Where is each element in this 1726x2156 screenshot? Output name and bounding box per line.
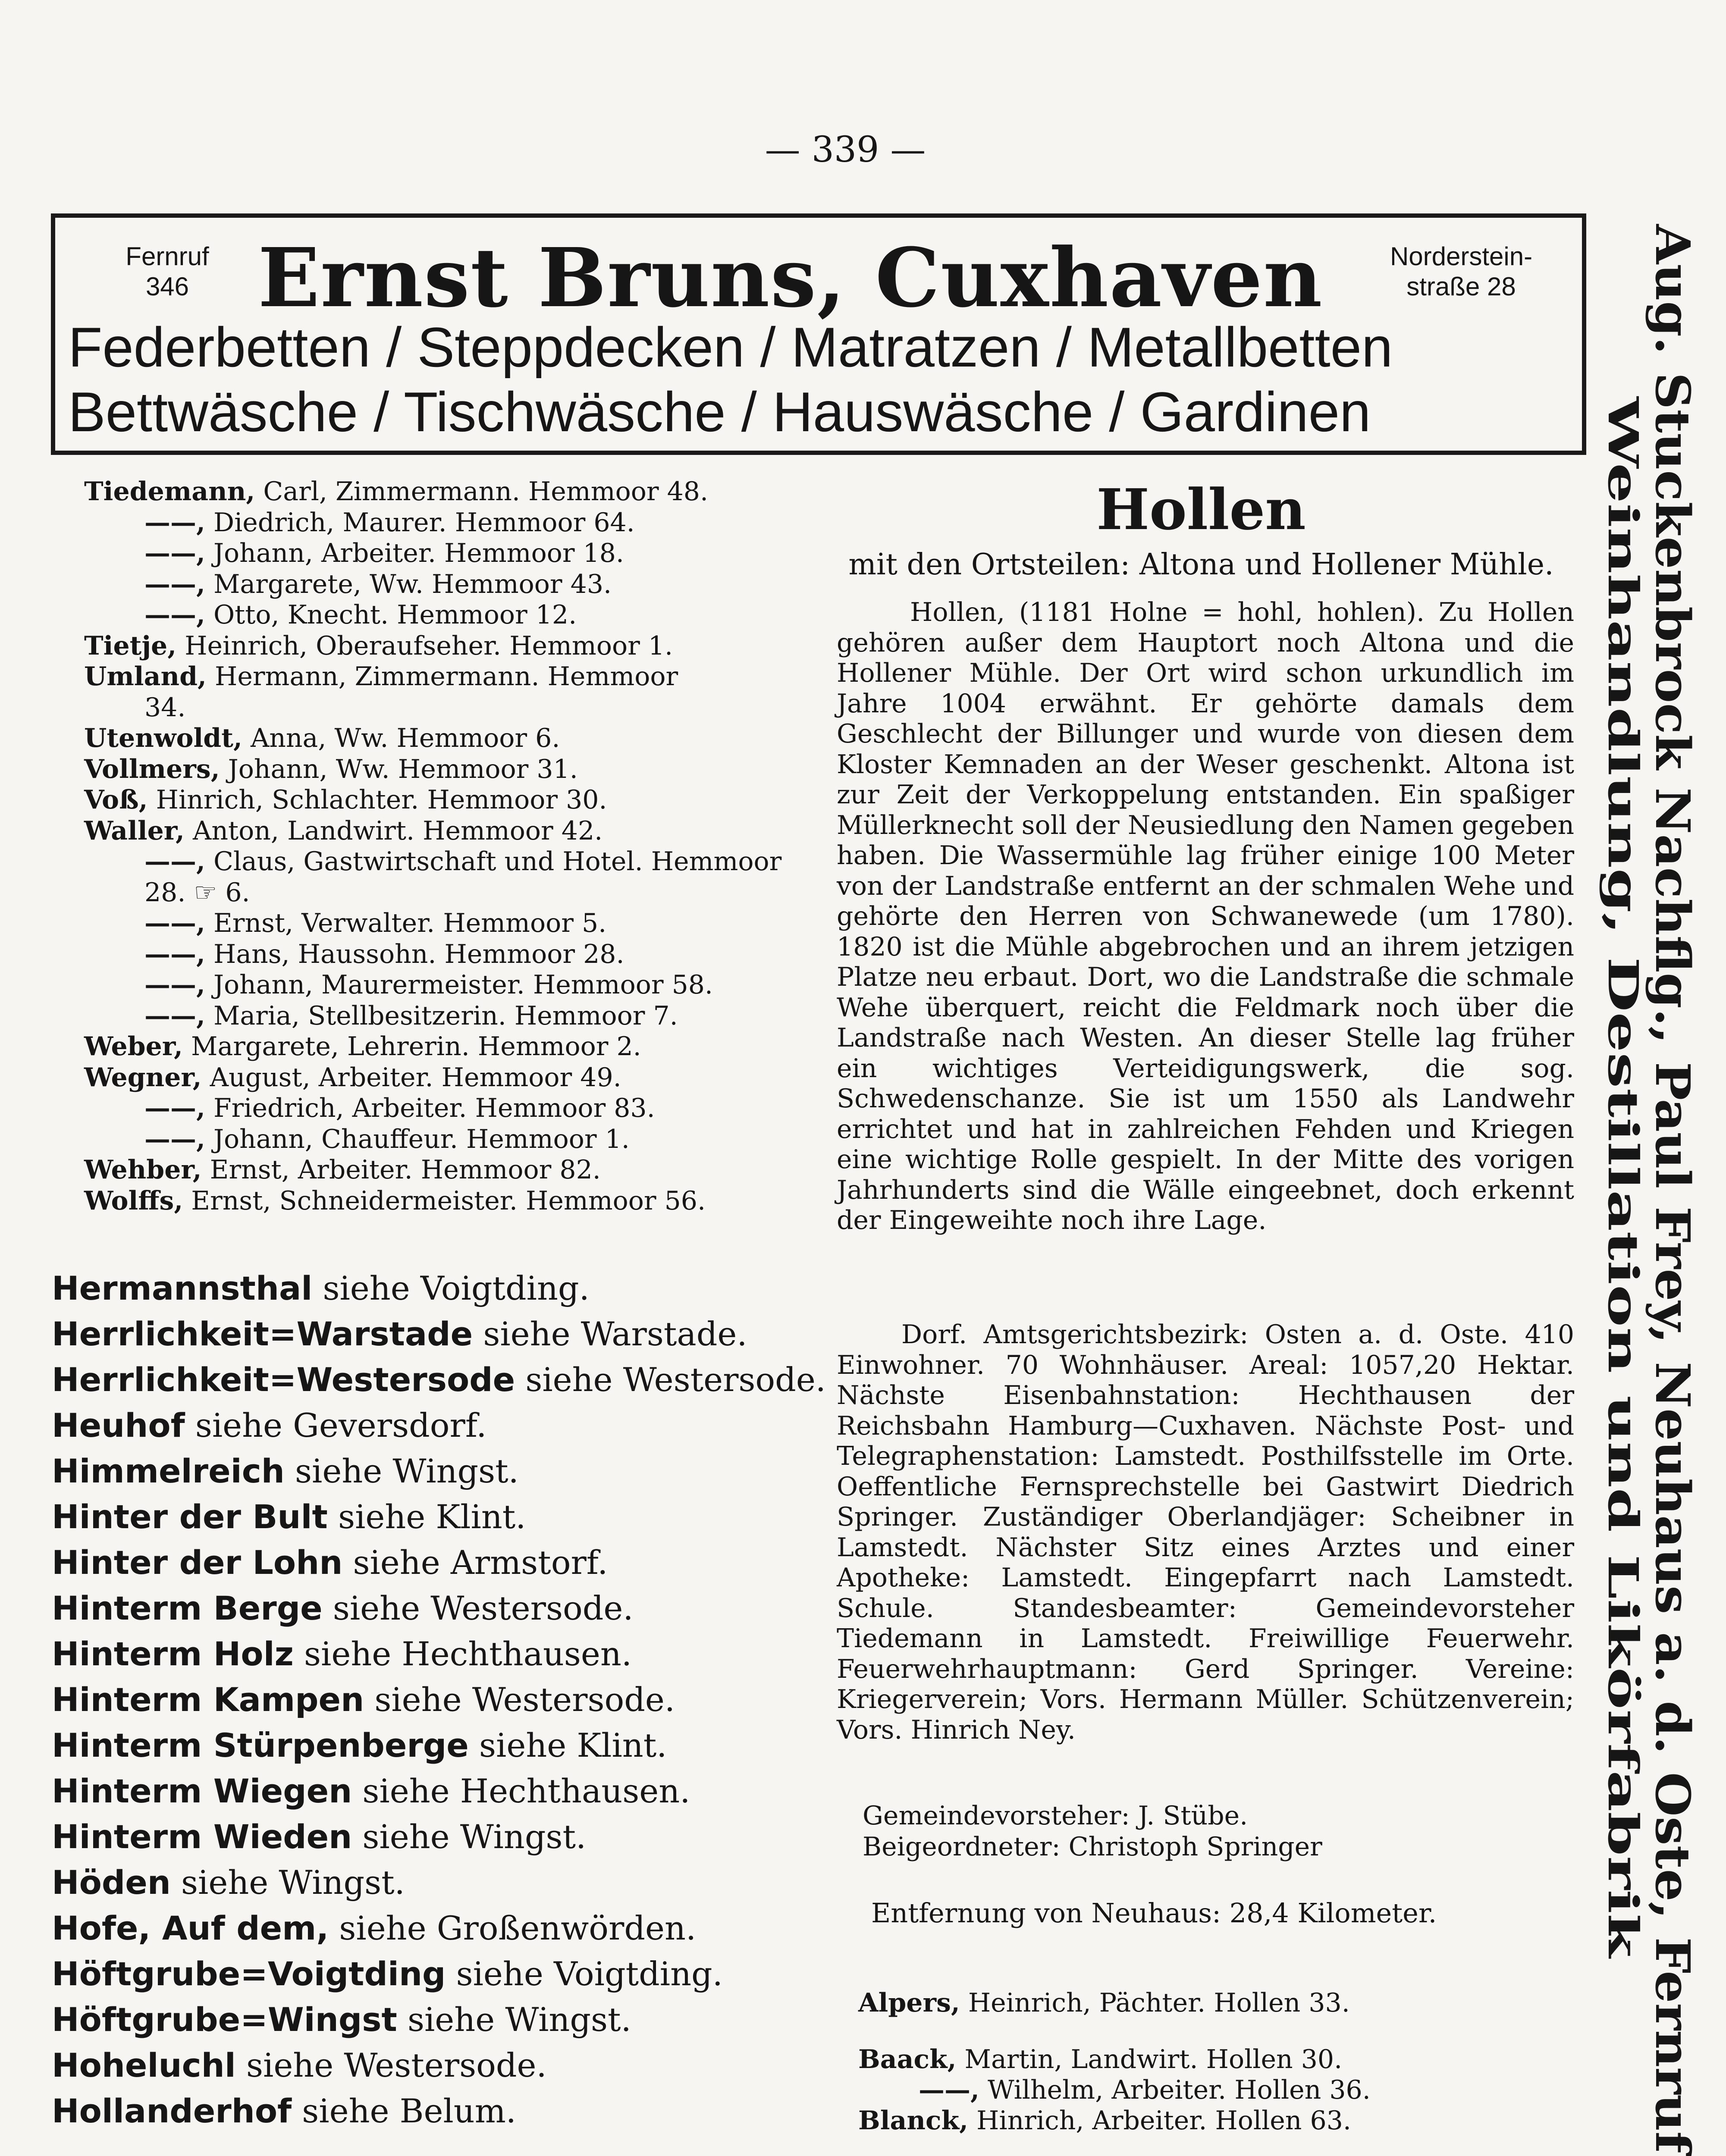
entry-surname: ——, bbox=[144, 939, 205, 969]
directory-entry bbox=[84, 754, 791, 785]
crossref-entry bbox=[52, 1357, 826, 1403]
ad-address-line: Norderstein- bbox=[1390, 242, 1533, 271]
directory-entry bbox=[84, 785, 791, 816]
entry-details: 28. ☞ 6. bbox=[144, 877, 250, 908]
entry-surname: ——, bbox=[144, 846, 205, 877]
ad-address-line: straße 28 bbox=[1406, 272, 1516, 301]
entry-surname: ——, bbox=[144, 908, 205, 938]
entry-details: Ernst, Schneidermeister. Hemmoor 56. bbox=[191, 1185, 706, 1216]
entry-details: Carl, Zimmermann. Hemmoor 48. bbox=[263, 476, 709, 507]
crossref-entry bbox=[52, 1540, 794, 1586]
list-gap bbox=[858, 2018, 1570, 2044]
entry-surname: Umland, bbox=[84, 661, 207, 692]
entry-surname: ——, bbox=[144, 1093, 205, 1123]
ad-company-name: Ernst Bruns, Cuxhaven bbox=[258, 230, 1323, 326]
crossref-target: siehe Westersode. bbox=[374, 1680, 675, 1719]
resident-list-hollen bbox=[858, 1988, 1570, 2136]
entry-surname: Wegner, bbox=[84, 1062, 202, 1093]
entry-details: Otto, Knecht. Hemmoor 12. bbox=[213, 600, 577, 630]
crossref-place: Hinterm Holz bbox=[52, 1635, 294, 1673]
section-subtitle: mit den Ortsteilen: Altona und Hollener Mühle. bbox=[848, 548, 1554, 582]
crossref-entry bbox=[52, 1768, 794, 1814]
crossref-target: siehe Armstorf. bbox=[353, 1543, 608, 1582]
crossref-entry bbox=[52, 1448, 794, 1494]
crossref-place: Hinterm Berge bbox=[52, 1589, 323, 1627]
crossref-target: siehe Wingst. bbox=[181, 1863, 405, 1902]
crossref-entry bbox=[52, 1860, 794, 1905]
advertisement-bruns bbox=[51, 213, 1586, 455]
entry-surname: Baack, bbox=[858, 2044, 957, 2075]
crossref-place: Hoheluchl bbox=[52, 2046, 236, 2084]
crossref-place: Hinter der Lohn bbox=[52, 1543, 343, 1582]
officials bbox=[863, 1800, 1553, 1862]
crossref-place: Hermannsthal bbox=[52, 1269, 313, 1307]
crossref-place: Herrlichkeit=Westersode bbox=[52, 1360, 515, 1399]
entry-details: Heinrich, Oberaufseher. Hemmoor 1. bbox=[185, 630, 673, 661]
entry-details: Johann, Arbeiter. Hemmoor 18. bbox=[213, 538, 624, 568]
entry-details: Johann, Chauffeur. Hemmoor 1. bbox=[213, 1124, 630, 1154]
ad-vertical-line1: Aug. Stuckenbrock Nachflg., Paul Frey, Neuhaus a. d. Oste, Fernruf 37 bbox=[1645, 224, 1701, 2097]
entry-details: Anton, Landwirt. Hemmoor 42. bbox=[193, 815, 603, 846]
ad-vertical-line2: Weinhandlung, Destillation und Likörfabrik bbox=[1599, 397, 1648, 1414]
entry-details: Hinrich, Arbeiter. Hollen 63. bbox=[976, 2106, 1351, 2136]
directory-entry bbox=[858, 2075, 1570, 2106]
directory-entry bbox=[84, 723, 791, 754]
directory-entry bbox=[84, 1155, 791, 1186]
directory-entry bbox=[84, 816, 791, 847]
directory-entry bbox=[84, 1093, 791, 1124]
crossref-entry bbox=[52, 1311, 794, 1357]
directory-entry bbox=[84, 939, 791, 970]
crossref-place: Hollanderhof bbox=[52, 2092, 292, 2130]
crossref-place: Hinterm Wiegen bbox=[52, 1772, 352, 1810]
directory-entry bbox=[858, 1988, 1570, 2018]
crossref-entry bbox=[52, 1997, 794, 2043]
directory-entry bbox=[858, 2106, 1570, 2136]
crossref-place: Hinterm Wieden bbox=[52, 1818, 352, 1856]
directory-entry bbox=[84, 661, 791, 693]
crossref-target: siehe Geversdorf. bbox=[195, 1406, 487, 1445]
directory-entry bbox=[84, 877, 791, 909]
crossref-target: siehe Klint. bbox=[338, 1498, 526, 1536]
crossref-target: siehe Voigtding. bbox=[323, 1269, 590, 1307]
entry-surname: ——, bbox=[144, 600, 205, 630]
crossref-target: siehe Westersode. bbox=[525, 1360, 826, 1399]
crossref-target: siehe Großenwörden. bbox=[339, 1909, 697, 1947]
crossref-place: Hinterm Stürpenberge bbox=[52, 1726, 469, 1764]
crossref-entry bbox=[52, 1905, 794, 1951]
entry-details: Claus, Gastwirtschaft und Hotel. Hemmoor bbox=[213, 846, 782, 877]
entry-surname: ——, bbox=[919, 2075, 979, 2105]
crossref-target: siehe Belum. bbox=[302, 2092, 516, 2130]
ad-address bbox=[1366, 241, 1556, 302]
crossref-entry bbox=[52, 1266, 794, 1311]
entry-surname: Alpers, bbox=[858, 1988, 960, 2018]
entry-details: Heinrich, Pächter. Hollen 33. bbox=[968, 1988, 1350, 2018]
entry-details: Anna, Ww. Hemmoor 6. bbox=[250, 723, 560, 753]
entry-surname: Wolffs, bbox=[84, 1185, 183, 1216]
crossref-entry bbox=[52, 1723, 794, 1768]
crossref-entry bbox=[52, 1494, 794, 1540]
crossref-entry bbox=[52, 1814, 794, 1860]
ad-phone-number: 346 bbox=[145, 272, 189, 301]
crossref-target: siehe Wingst. bbox=[295, 1452, 519, 1490]
directory-entry bbox=[84, 538, 791, 569]
directory-entry bbox=[84, 693, 791, 724]
entry-surname: ——, bbox=[144, 1124, 205, 1154]
crossref-place: Höftgrube=Wingst bbox=[52, 2000, 397, 2039]
page-number: — 339 — bbox=[765, 129, 926, 170]
directory-entry bbox=[84, 476, 791, 508]
entry-details: Hinrich, Schlachter. Hemmoor 30. bbox=[156, 785, 607, 815]
entry-details: Maria, Stellbesitzerin. Hemmoor 7. bbox=[213, 1000, 678, 1031]
crossref-target: siehe Hechthausen. bbox=[362, 1772, 690, 1810]
entry-surname: Vollmers, bbox=[84, 754, 220, 784]
ad-products-line: Federbetten / Steppdecken / Matratzen / Metallbetten bbox=[68, 316, 1393, 379]
crossref-place: Höden bbox=[52, 1863, 171, 1902]
history-paragraph: Hollen, (1181 Holne = hohl, hohlen). Zu Hollen gehören außer dem Hauptort noch Altona und die Hollener Mühle. Der Ort wird schon urkundlich im Jahre 1004 erwähnt. Er gehörte damals dem Geschlecht der Billunger und wurde von diesen dem Kloster Kemnaden an der Weser geschenkt. Altona ist zur Zeit der Verkoppelung entstanden. Ein spaßiger Müllerknecht soll der Neusiedlung den Namen gegeben haben. Die Wassermühle lag früher einige 100 Meter von der Landstraße entfernt an der schmalen Wehe und gehörte den Herren von Schwanewede (um 1780). 1820 ist die Mühle abgebrochen und an ihrem jetzigen Platze neu erbaut. Dort, wo die Landstraße die schmale Wehe überquert, reicht die Feldmark noch über die Landstraße nach Westen. An dieser Stelle lag früher ein wichtiges Verteidigungswerk, die sog. Schwedenschanze. Sie ist um 1550 als Landwehr errichtet und hat in zahlreichen Fehden und Kriegen eine wichtige Rolle gespielt. In der Mitte des vorigen Jahrhunderts sind die Wälle eingeebnet, doch erkennt der Eingeweihte noch ihre Lage. bbox=[837, 597, 1574, 1235]
crossref-place: Heuhof bbox=[52, 1406, 185, 1445]
entry-surname: Voß, bbox=[84, 785, 148, 815]
crossref-entry bbox=[52, 1677, 794, 1723]
crossref-entry bbox=[52, 1586, 794, 1631]
official-line: Gemeindevorsteher: J. Stübe. bbox=[863, 1801, 1248, 1831]
crossref-target: siehe Klint. bbox=[479, 1726, 667, 1764]
crossref-target: siehe Westersode. bbox=[333, 1589, 634, 1627]
entry-details: Diedrich, Maurer. Hemmoor 64. bbox=[213, 507, 635, 538]
place-crossref-list bbox=[52, 1266, 826, 2134]
entry-surname: Tiedemann, bbox=[84, 476, 255, 507]
directory-entry bbox=[84, 1031, 791, 1062]
resident-list-hemmoor bbox=[84, 476, 791, 1216]
directory-entry bbox=[84, 569, 791, 600]
directory-entry bbox=[858, 2044, 1570, 2075]
entry-details: Margarete, Ww. Hemmoor 43. bbox=[213, 569, 612, 599]
crossref-target: siehe Hechthausen. bbox=[304, 1635, 632, 1673]
facts-paragraph: Dorf. Amtsgerichtsbezirk: Osten a. d. Oste. 410 Einwohner. 70 Wohnhäuser. Areal: 1057,20 Hektar. Nächste Eisenbahnstation: Hechthausen der Reichsbahn Hamburg—Cuxhaven. Nächste Post- und Telegraphenstation: Lamstedt. Posthilfsstelle im Orte. Oeffentliche Fernsprechstelle bei Gastwirt Diedrich Springer. Zuständiger Oberlandjäger: Scheibner in Lamstedt. Nächster Sitz eines Arztes und einer Apotheke: Lamstedt. Eingepfarrt nach Lamstedt. Schule. Standesbeamter: Gemeindevorsteher Tiedemann in Lamstedt. Freiwillige Feuerwehr. Feuerwehrhauptmann: Gerd Springer. Vereine: Kriegerverein; Vors. Hermann Müller. Schützenverein; Vors. Hinrich Ney. bbox=[837, 1319, 1574, 1745]
official-line: Beigeordneter: Christoph Springer bbox=[863, 1832, 1322, 1862]
crossref-place: Herrlichkeit=Warstade bbox=[52, 1315, 473, 1353]
entry-surname: ——, bbox=[144, 1000, 205, 1031]
crossref-target: siehe Warstade. bbox=[483, 1315, 747, 1353]
directory-entry bbox=[84, 1062, 791, 1094]
crossref-entry bbox=[52, 1951, 794, 1997]
entry-details: Martin, Landwirt. Hollen 30. bbox=[964, 2044, 1343, 2075]
crossref-target: siehe Wingst. bbox=[362, 1818, 587, 1856]
ad-phone bbox=[111, 241, 223, 302]
entry-details: Margarete, Lehrerin. Hemmoor 2. bbox=[191, 1031, 641, 1062]
directory-entry bbox=[84, 508, 791, 539]
entry-details: Johann, Ww. Hemmoor 31. bbox=[228, 754, 578, 784]
crossref-entry bbox=[52, 1631, 794, 1677]
entry-surname: ——, bbox=[144, 507, 205, 538]
directory-entry bbox=[84, 1186, 791, 1217]
directory-entry bbox=[84, 1001, 791, 1032]
entry-details: Hans, Haussohn. Hemmoor 28. bbox=[213, 939, 624, 969]
entry-surname: Blanck, bbox=[858, 2106, 968, 2136]
entry-details: Ernst, Arbeiter. Hemmoor 82. bbox=[210, 1155, 601, 1185]
entry-surname: Tietje, bbox=[84, 630, 177, 661]
directory-entry bbox=[84, 970, 791, 1001]
crossref-target: siehe Wingst. bbox=[407, 2000, 631, 2039]
entry-surname: ——, bbox=[144, 538, 205, 568]
entry-surname: ——, bbox=[144, 569, 205, 599]
entry-surname: ——, bbox=[144, 970, 205, 1000]
entry-details: Ernst, Verwalter. Hemmoor 5. bbox=[213, 908, 607, 938]
entry-details: Hermann, Zimmermann. Hemmoor bbox=[215, 661, 678, 692]
advertisement-stuckenbrock bbox=[1591, 216, 1721, 2156]
entry-surname: Waller, bbox=[84, 815, 185, 846]
crossref-place: Höftgrube=Voigtding bbox=[52, 1955, 446, 1993]
entry-surname: Weber, bbox=[84, 1031, 183, 1062]
directory-entry bbox=[84, 631, 791, 662]
crossref-entry bbox=[52, 1403, 794, 1448]
crossref-place: Hinterm Kampen bbox=[52, 1680, 364, 1719]
crossref-entry bbox=[52, 2043, 794, 2088]
crossref-place: Hinter der Bult bbox=[52, 1498, 328, 1536]
ad-phone-label: Fernruf bbox=[126, 242, 209, 271]
directory-entry bbox=[84, 600, 791, 631]
crossref-target: siehe Westersode. bbox=[246, 2046, 547, 2084]
entry-details: Friedrich, Arbeiter. Hemmoor 83. bbox=[213, 1093, 655, 1123]
entry-details: Wilhelm, Arbeiter. Hollen 36. bbox=[987, 2075, 1371, 2105]
crossref-entry bbox=[52, 2088, 794, 2134]
directory-entry bbox=[84, 1124, 791, 1155]
entry-details: 34. bbox=[144, 692, 186, 723]
entry-surname: Wehber, bbox=[84, 1155, 202, 1185]
crossref-place: Himmelreich bbox=[52, 1452, 285, 1490]
entry-surname: Utenwoldt, bbox=[84, 723, 242, 753]
entry-details: August, Arbeiter. Hemmoor 49. bbox=[210, 1062, 621, 1093]
entry-details: Johann, Maurermeister. Hemmoor 58. bbox=[213, 970, 713, 1000]
section-title: Hollen bbox=[1096, 476, 1306, 542]
distance-line: Entfernung von Neuhaus: 28,4 Kilometer. bbox=[871, 1897, 1437, 1929]
ad-products-line: Bettwäsche / Tischwäsche / Hauswäsche / Gardinen bbox=[68, 380, 1371, 443]
crossref-target: siehe Voigtding. bbox=[456, 1955, 723, 1993]
directory-entry bbox=[84, 846, 791, 877]
directory-entry bbox=[84, 908, 791, 939]
crossref-place: Hofe, Auf dem, bbox=[52, 1909, 329, 1947]
